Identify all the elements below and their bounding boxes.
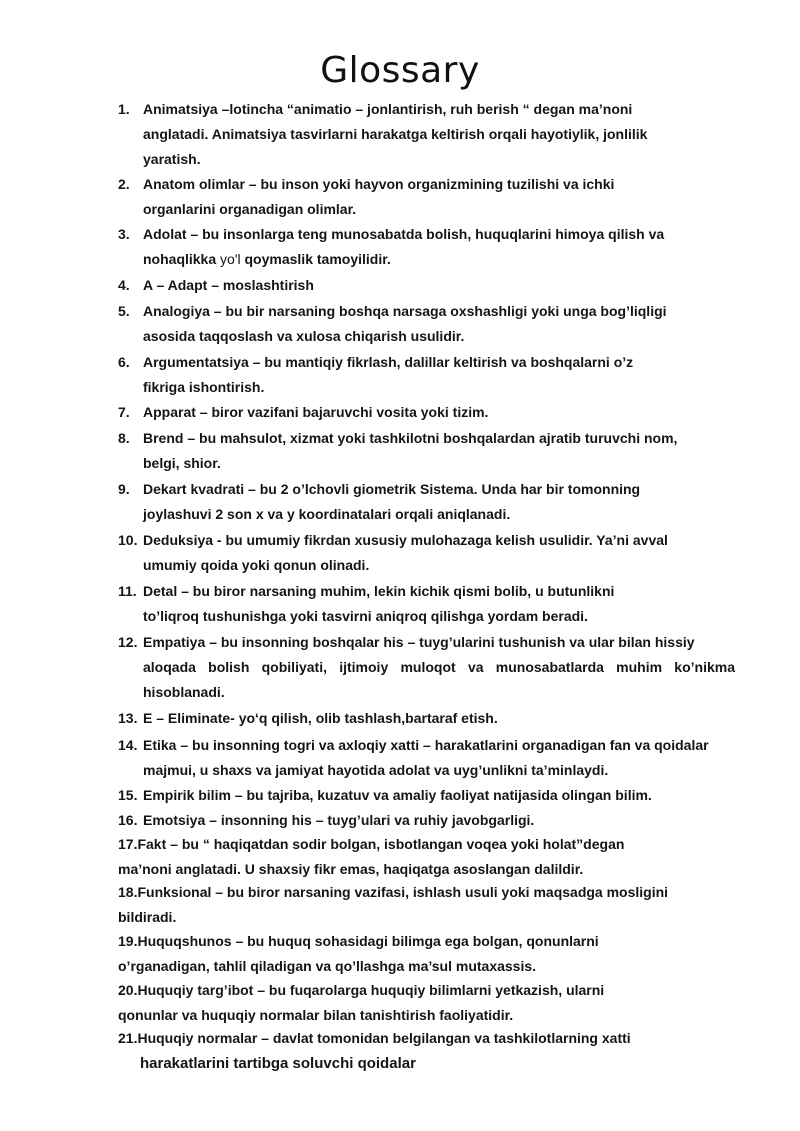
item-text: Huquqshunos – bu huquq sohasidagi bilimga ega bolgan, qonunlarni [137,933,599,949]
item-number: 13. [118,710,138,726]
item-text: Empirik bilim – bu tajriba, kuzatuv va amaliy faoliyat natijasida olingan bilim. [143,787,652,803]
item-number: 18. [118,884,138,900]
glossary-item-4 [118,273,314,298]
glossary-item-18 [118,880,668,930]
glossary-item-20 [118,978,604,1028]
glossary-item-17 [118,832,624,882]
glossary-item-6 [118,350,633,400]
glossary-item-9 [118,477,640,527]
item-text: Anatom olimlar – bu inson yoki hayvon organizmining tuzilishi va ichki [143,176,615,192]
item-number: 12. [118,634,138,650]
item-text: Deduksiya - bu umumiy fikrdan xususiy mulohazaga kelish usulidir. Ya’ni avval [143,532,668,548]
item-number: 17. [118,836,138,852]
item-number: 16. [118,812,138,828]
item-text: hisoblanadi. [143,684,225,700]
item-number: 8. [118,430,130,446]
item-text: A – Adapt – moslashtirish [143,277,314,293]
glossary-item-3 [118,222,664,272]
item-text: Brend – bu mahsulot, xizmat yoki tashkilotni boshqalardan ajratib turuvchi nom, [143,430,678,446]
item-text: qoymaslik tamoyilidir. [244,251,391,267]
item-text: qonunlar va huquqiy normalar bilan tanishtirish faoliyatidir. [118,1007,514,1023]
item-text: Animatsiya –lotincha “animatio – jonlantirish, ruh berish “ degan ma’noni [143,101,633,117]
item-number: 3. [118,226,130,242]
item-text: ma’noni anglatadi. U shaxsiy fikr emas, haqiqatga asoslangan dalildir. [118,861,584,877]
item-text: belgi, shior. [143,455,221,471]
item-text: Huquqiy targ’ibot – bu fuqarolarga huquqiy bilimlarni yetkazish, ularni [137,982,605,998]
glossary-item-15 [118,783,652,808]
item-text: organlarini organadigan olimlar. [143,201,357,217]
item-number: 10. [118,532,138,548]
item-number: 15. [118,787,138,803]
item-text: yaratish. [143,151,201,167]
item-number: 6. [118,354,130,370]
glossary-item-19 [118,929,599,979]
item-number: 20. [118,982,138,998]
item-text: Argumentatsiya – bu mantiqiy fikrlash, dalillar keltirish va boshqalarni o’z [143,354,634,370]
glossary-item-21 [118,1026,631,1076]
item-text: E – Eliminate- yo‘q qilish, olib tashlash,bartaraf etish. [143,710,498,726]
item-text: aloqada bolish qobiliyati, ijtimoiy muloqot va munosabatlarda muhim ko’nikma [143,659,735,675]
page-title: Glossary [320,50,480,91]
item-text: Huquqiy normalar – davlat tomonidan belgilangan va tashkilotlarning xatti [137,1030,631,1046]
glossary-item-1 [118,97,647,172]
item-text: asosida taqqoslash va xulosa chiqarish usulidir. [143,328,465,344]
item-text: joylashuvi 2 son x va y koordinatalari orqali aniqlanadi. [143,506,511,522]
item-text: anglatadi. Animatsiya tasvirlarni harakatga keltirish orqali hayotiylik, jonlilik [143,126,648,142]
item-number: 2. [118,176,130,192]
item-text: yo'l [220,251,241,267]
item-text: umumiy qoida yoki qonun olinadi. [143,557,370,573]
item-text: Funksional – bu biror narsaning vazifasi, ishlash usuli yoki maqsadga mosligini [137,884,669,900]
glossary-item-11 [118,579,614,629]
item-text: Analogiya – bu bir narsaning boshqa narsaga oxshashligi yoki unga bog’liqligi [143,303,667,319]
glossary-item-2 [118,172,614,222]
item-number: 19. [118,933,138,949]
glossary-item-5 [118,299,667,349]
glossary-item-8 [118,426,677,476]
glossary-item-12 [118,630,735,705]
glossary-item-14 [118,733,709,783]
item-text: harakatlarini tartibga soluvchi qoidalar [140,1055,416,1072]
glossary-item-13 [118,706,498,731]
item-text: Apparat – biror vazifani bajaruvchi vosita yoki tizim. [143,404,489,420]
item-text: Etika – bu insonning togri va axloqiy xatti – harakatlarini organadigan fan va qoidalar [143,737,709,753]
item-text: bildiradi. [118,909,177,925]
item-text: majmui, u shaxs va jamiyat hayotida adolat va uyg’unlikni ta’minlaydi. [143,762,609,778]
item-number: 9. [118,481,130,497]
item-number: 4. [118,277,130,293]
glossary-item-10 [118,528,668,578]
item-text: to’liqroq tushunishga yoki tasvirni aniqroq qilishga yordam beradi. [143,608,588,624]
item-text: fikriga ishontirish. [143,379,265,395]
item-number: 21. [118,1030,138,1046]
item-number: 1. [118,101,130,117]
item-number: 5. [118,303,130,319]
item-text: Empatiya – bu insonning boshqalar his – tuyg’ularini tushunish va ular bilan hissiy [143,634,695,650]
item-number: 7. [118,404,130,420]
item-text: nohaqlikka [143,251,217,267]
item-text: Dekart kvadrati – bu 2 o’lchovli giometrik Sistema. Unda har bir tomonning [143,481,641,497]
item-text: Emotsiya – insonning his – tuyg’ulari va ruhiy javobgarligi. [143,812,535,828]
item-number: 11. [118,583,137,599]
item-text: Fakt – bu “ haqiqatdan sodir bolgan, isbotlangan voqea yoki holat”degan [137,836,625,852]
glossary-item-7 [118,400,488,425]
item-text: Adolat – bu insonlarga teng munosabatda bolish, huquqlarini himoya qilish va [143,226,665,242]
item-text: o’rganadigan, tahlil qiladigan va qo’llashga ma’sul mutaxassis. [118,958,537,974]
item-text: Detal – bu biror narsaning muhim, lekin kichik qismi bolib, u butunlikni [143,583,615,599]
glossary-item-16 [118,808,534,833]
item-number: 14. [118,737,138,753]
